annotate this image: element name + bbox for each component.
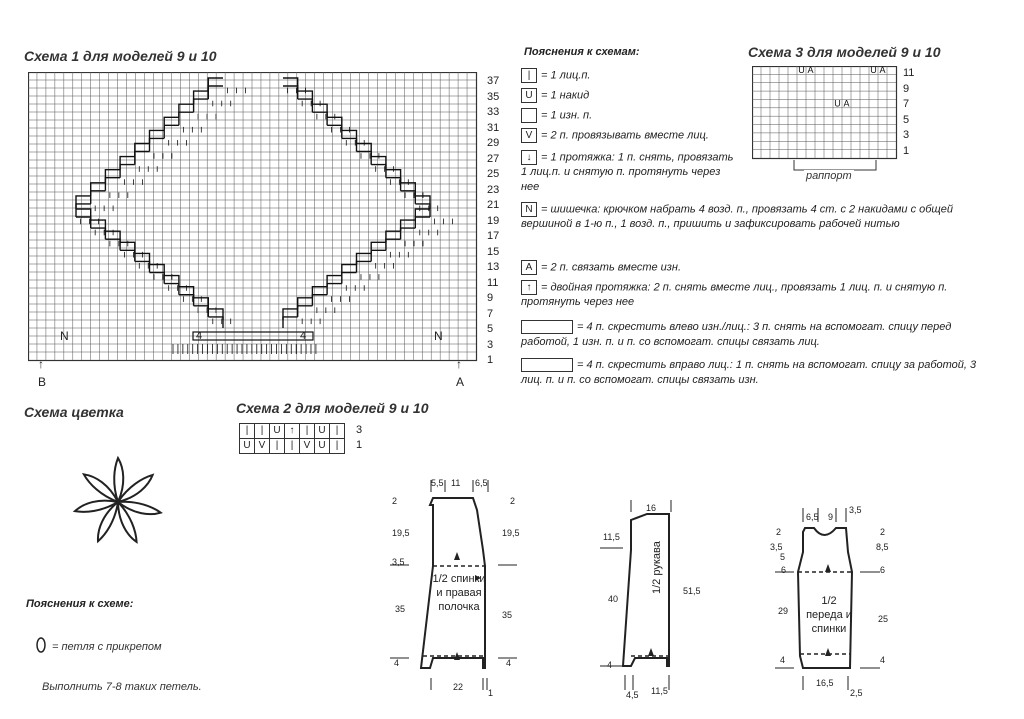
scheme3-title: Схема 3 для моделей 9 и 10	[748, 44, 941, 60]
back-dim-placket: 1	[488, 688, 494, 698]
scheme1-row-number: 25	[487, 168, 500, 180]
sleeve-dim-cuff: 4	[607, 660, 613, 670]
scheme2-cell: |	[269, 438, 285, 454]
front-dim-edge: 2,5	[850, 688, 863, 698]
scheme1-bobble-right: N	[434, 329, 443, 343]
scheme2-cell: V	[254, 438, 270, 454]
legend-item-double-skp: ↑ = двойная протяжка: 2 п. снять вместе лиц., провязать 1 лиц. п. и снятую п. протянуть через нее	[521, 281, 948, 309]
scheme3-row-number: 7	[903, 98, 910, 110]
back-dim-length-left: 35	[395, 604, 406, 614]
scheme1-row-number: 11	[487, 276, 499, 289]
scheme2-rownum-3: 3	[356, 424, 363, 436]
sleeve-dim-top: 16	[646, 503, 657, 513]
scheme1-row-number: 27	[487, 152, 500, 165]
legend-item-skp: ↓ = 1 протяжка: 1 п. снять, провязать 1 лиц.п. и снятую п. протянуть через нее	[521, 151, 734, 194]
sleeve-dim-length: 40	[608, 594, 619, 604]
front-dim-armhole-right: 8,5	[876, 542, 889, 552]
front-dim-hem-right: 4	[880, 655, 886, 665]
back-dim-width: 22	[453, 682, 464, 692]
knit-icon: |	[521, 68, 537, 83]
scheme2-cell: U	[314, 423, 330, 439]
scheme2-row-1	[240, 439, 345, 454]
scheme2-cell: |	[284, 438, 300, 454]
scheme1-row-number: 23	[487, 183, 500, 196]
bobble-icon: N	[521, 202, 537, 217]
front-dim-shoulder-left: 6,5	[806, 512, 819, 522]
front-dim-width: 16,5	[816, 678, 834, 688]
scheme1-grid	[28, 72, 478, 362]
back-dim-armhole-right: 19,5	[502, 528, 520, 538]
scheme1-row-number: 15	[487, 245, 500, 258]
scheme3-row-number: 3	[903, 129, 910, 141]
front-dim-length-right: 25	[878, 614, 889, 624]
scheme1-row-number: 33	[487, 106, 500, 118]
legend-item-p2tog: A = 2 п. связать вместе изн.	[521, 260, 841, 275]
cable-right-icon	[521, 358, 573, 372]
scheme2-cell: ↑	[284, 423, 300, 439]
scheme2-title: Схема 2 для моделей 9 и 10	[236, 400, 429, 416]
scheme1-title: Схема 1 для моделей 9 и 10	[24, 48, 217, 64]
scheme3-cell-symbol: A	[879, 66, 886, 75]
p2tog-icon: A	[521, 260, 537, 275]
scheme2-cell: |	[299, 423, 315, 439]
scheme3-row-number: 5	[903, 113, 910, 126]
flower-instruction: Выполнить 7-8 таких петель.	[42, 681, 202, 693]
scheme2-cell: |	[329, 438, 345, 454]
scheme3-cell-symbol: U	[834, 98, 841, 109]
legend-item-yarnover: U = 1 накид	[521, 88, 761, 103]
back-pattern-label: 1/2 спинки и правая полочка	[432, 573, 486, 613]
sleeve-dim-bottom-width: 11,5	[651, 686, 668, 696]
yarnover-icon: U	[521, 88, 537, 103]
scheme1-bobble-left: N	[60, 329, 69, 343]
back-dim-shoulder-right: 6,5	[475, 478, 488, 488]
front-dim-armhole-left: 5	[780, 552, 786, 562]
scheme1-row-number: 1	[487, 354, 494, 366]
back-dim-hem-right: 4	[506, 658, 512, 668]
marker-b: B	[38, 375, 47, 389]
sleeve-dim-full-length: 51,5	[683, 586, 701, 596]
scheme3-row-number: 9	[903, 82, 910, 95]
marker-a-arrow: ↑	[456, 357, 462, 371]
scheme3-grid	[752, 66, 898, 160]
front-dim-shoulder-right: 3,5	[849, 505, 862, 515]
scheme2-rownum-1: 1	[356, 439, 363, 451]
scheme2-cell: |	[329, 423, 345, 439]
scheme1-row-number: 5	[487, 323, 494, 335]
scheme1-row-number: 13	[487, 261, 500, 273]
flower-note: = петля с прикрепом	[52, 641, 162, 653]
front-dim-top-left: 2	[776, 527, 782, 537]
front-dim-top-right: 2	[880, 527, 886, 537]
back-dim-neck: 11	[451, 478, 461, 488]
scheme2-cell: U	[314, 438, 330, 454]
back-dim-armhole-left: 19,5	[392, 528, 410, 538]
flower-diagram	[55, 445, 185, 560]
back-dim-top-left: 2	[392, 496, 398, 506]
scheme1-cable-4-left: 4	[196, 330, 203, 342]
scheme1-row-number: 31	[487, 121, 500, 134]
scheme1-row-number: 21	[487, 199, 500, 211]
sleeve-dim-bottom-left: 4,5	[626, 690, 639, 700]
back-dim-length-right: 35	[502, 610, 513, 620]
scheme3-cell-symbol: U	[798, 66, 805, 75]
flower-notes-title: Пояснения к схеме:	[26, 598, 134, 610]
legend-item-bobble: N = шишечка: крючком набрать 4 возд. п., провязать 4 ст. с 2 накидами с общей вершиной в 1-ю п., 1 возд. п., пришить и зафиксировать рабочей нитью	[521, 203, 954, 231]
skp-icon: ↓	[521, 150, 537, 165]
scheme2-cell: U	[239, 438, 255, 454]
flower-title: Схема цветка	[24, 404, 124, 420]
k2tog-icon: V	[521, 128, 537, 143]
legend-item-cable-right: = 4 п. скрестить вправо лиц.: 1 п. снять на вспомогат. спицу за работой, 3 лиц. п. и п. со вспомогат. спицы связать изн.	[521, 359, 977, 386]
scheme2-row-3	[240, 424, 345, 439]
double-skp-icon: ↑	[521, 280, 537, 295]
scheme3-cell-symbol: A	[807, 66, 814, 75]
scheme2-grid	[240, 424, 345, 454]
cable-left-icon	[521, 320, 573, 334]
legend-item-cable-left: = 4 п. скрестить влево изн./лиц.: 3 п. снять на вспомогат. спицу перед работой, 1 изн. п. и п. со вспомогат. спицы связать лиц.	[521, 321, 952, 348]
legend-item-knit: | = 1 лиц.п.	[521, 68, 761, 83]
scheme1-row-number: 19	[487, 214, 500, 227]
marker-a: A	[456, 375, 465, 389]
scheme3-row-number: 11	[903, 67, 915, 79]
front-dim-neck: 9	[828, 512, 834, 522]
chain-loop-icon	[32, 636, 50, 654]
front-dim-hem-left: 4	[780, 655, 786, 665]
scheme2-cell: |	[254, 423, 270, 439]
legend-title: Пояснения к схемам:	[524, 46, 640, 58]
front-dim-armhole-lower-right: 6	[880, 565, 886, 575]
scheme1-row-number: 35	[487, 90, 500, 103]
scheme1-row-number: 3	[487, 338, 494, 351]
front-pattern-label: 1/2 переда и спинки	[806, 595, 852, 635]
scheme1-row-number: 37	[487, 75, 500, 87]
back-dim-hem-left: 4	[394, 658, 400, 668]
rapport-label: раппорт	[806, 170, 852, 182]
scheme3-cell-symbol: A	[843, 98, 850, 109]
scheme2-cell: |	[239, 423, 255, 439]
sleeve-dim-cap: 11,5	[603, 532, 620, 542]
scheme2-cell: U	[269, 423, 285, 439]
scheme3-cell-symbol: U	[870, 66, 877, 75]
marker-b-arrow: ↑	[38, 357, 44, 371]
scheme1-row-number: 29	[487, 137, 500, 149]
scheme1-row-number: 7	[487, 307, 494, 320]
back-dim-shoulder-left: 5,5	[431, 478, 444, 488]
scheme1-row-number: 17	[487, 230, 500, 242]
front-dim-armhole-lower-left: 6	[781, 565, 787, 575]
back-dim-top-right: 2	[510, 496, 516, 506]
scheme1-cable-4-right: 4	[300, 330, 307, 342]
legend-item-purl: = 1 изн. п.	[521, 108, 761, 123]
scheme3-row-number: 1	[903, 144, 910, 157]
legend-item-k2tog: V = 2 п. провязывать вместе лиц.	[521, 128, 761, 143]
sleeve-pattern-label: 1/2 рукава	[651, 541, 663, 594]
back-dim-armhole-depth: 3,5	[392, 557, 405, 567]
front-dim-neck-depth: 3,5	[770, 542, 783, 552]
scheme2-cell: V	[299, 438, 315, 454]
scheme1-row-number: 9	[487, 292, 494, 304]
purl-icon	[521, 108, 537, 123]
front-dim-length-left: 29	[778, 606, 789, 616]
